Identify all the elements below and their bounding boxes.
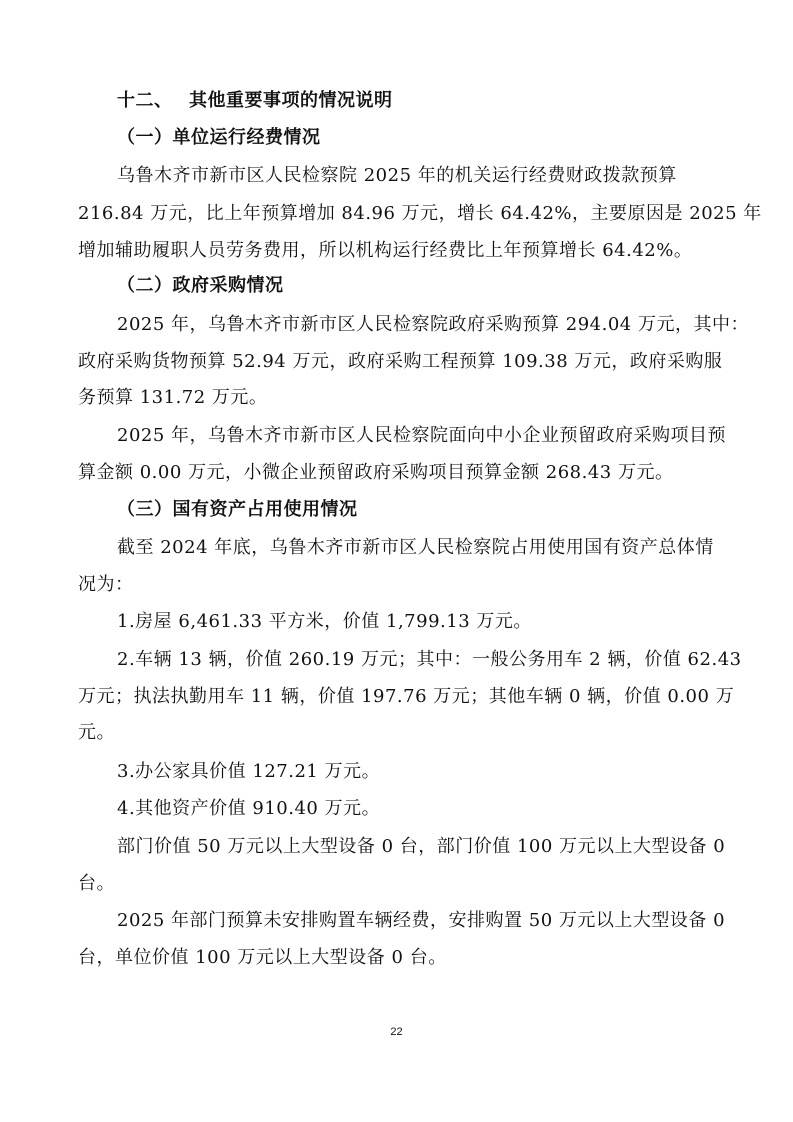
paragraph-2-line-2: 政府采购货物预算 52.94 万元，政府采购工程预算 109.38 万元，政府采购服	[78, 351, 723, 372]
asset-item-2-line-3: 元。	[78, 722, 115, 743]
section-title	[117, 90, 393, 112]
section-title-text: 其他重要事项的情况说明	[189, 90, 393, 111]
asset-item-1: 1.房屋 6,461.33 平方米，价值 1,799.13 万元。	[117, 611, 532, 632]
asset-item-2-line-1: 2.车辆 13 辆，价值 260.19 万元；其中：一般公务用车 2 辆，价值 62.43	[117, 649, 742, 670]
paragraph-1-line-3: 增加辅助履职人员劳务费用，所以机构运行经费比上年预算增长 64.42%。	[78, 240, 693, 261]
paragraph-6-line-1: 2025 年部门预算未安排购置车辆经费，安排购置 50 万元以上大型设备 0	[117, 910, 726, 931]
paragraph-6-line-2: 台，单位价值 100 万元以上大型设备 0 台。	[78, 947, 447, 968]
subsection-title-3: （三）国有资产占用使用情况	[117, 499, 358, 520]
paragraph-2-line-1: 2025 年，乌鲁木齐市新市区人民检察院政府采购预算 294.04 万元，其中：	[117, 314, 749, 335]
subsection-title-2: （二）政府采购情况	[117, 275, 284, 296]
section-number: 十二、	[117, 90, 173, 111]
page-number: 22	[390, 1026, 403, 1038]
paragraph-1-line-2: 216.84 万元，比上年预算增加 84.96 万元，增长 64.42%，主要原因是 2025 年	[78, 203, 762, 224]
paragraph-4-line-2: 况为：	[78, 574, 134, 595]
subsection-title-1: （一）单位运行经费情况	[117, 127, 321, 148]
paragraph-5-line-2: 台。	[78, 873, 115, 894]
paragraph-3-line-1: 2025 年，乌鲁木齐市新市区人民检察院面向中小企业预留政府采购项目预	[117, 425, 727, 446]
asset-item-4: 4.其他资产价值 910.40 万元。	[117, 798, 381, 819]
paragraph-4-line-1: 截至 2024 年底，乌鲁木齐市新市区人民检察院占用使用国有资产总体情	[117, 537, 714, 558]
paragraph-5-line-1: 部门价值 50 万元以上大型设备 0 台，部门价值 100 万元以上大型设备 0	[117, 836, 726, 857]
asset-item-2-line-2: 万元；执法执勤用车 11 辆，价值 197.76 万元；其他车辆 0 辆，价值 0.00 万	[78, 686, 735, 707]
paragraph-2-line-3: 务预算 131.72 万元。	[78, 387, 268, 408]
paragraph-1-line-1: 乌鲁木齐市新市区人民检察院 2025 年的机关运行经费财政拨款预算	[117, 165, 677, 186]
paragraph-3-line-2: 算金额 0.00 万元，小微企业预留政府采购项目预算金额 268.43 万元。	[78, 462, 674, 483]
asset-item-3: 3.办公家具价值 127.21 万元。	[117, 761, 381, 782]
